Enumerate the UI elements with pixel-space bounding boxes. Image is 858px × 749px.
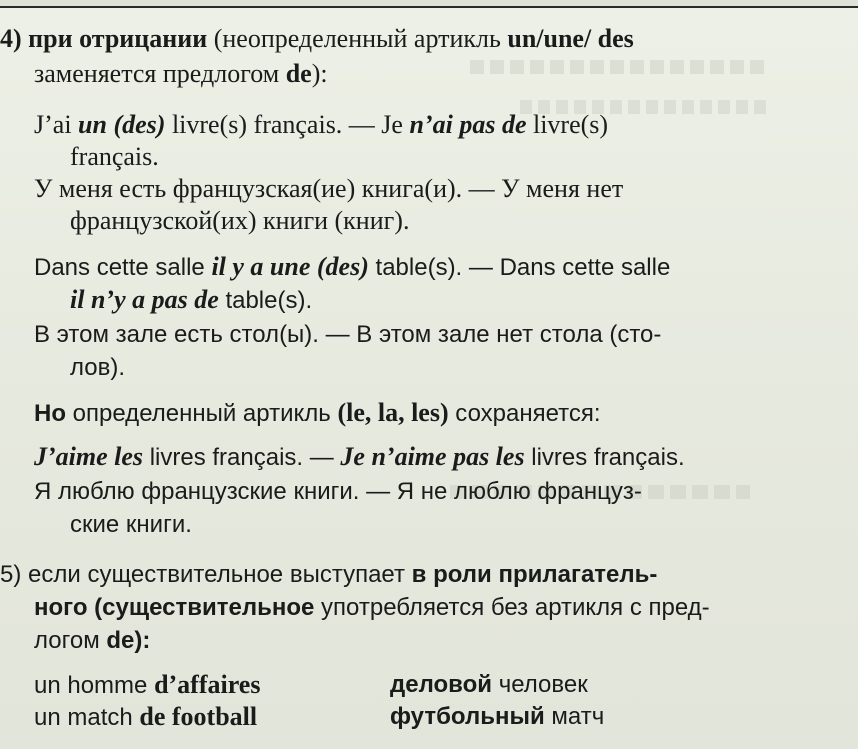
section4-heading: при отрицании (28, 24, 208, 53)
section4-parenthetical: (неопределенный артикль (213, 24, 501, 53)
section4-line2: заменяется предлогом de): (34, 59, 328, 88)
pair-russian: футбольный матч (390, 703, 605, 730)
section4-marker: 4) (0, 24, 22, 53)
example1-russian: У меня есть французская(ие) книга(и). — У меня нет (34, 174, 624, 203)
example2-french: Dans cette salle il y a une (des) table(s). — Dans cette salle (34, 252, 671, 281)
section5-line2: ного (существительное употребляется без артикля с пред- (34, 594, 710, 621)
example2-russian-cont: лов). (70, 354, 126, 381)
section5-marker: 5) (0, 561, 22, 588)
example1-russian-cont: французской(их) книги (книг). (70, 206, 410, 235)
example1-french: J’ai un (des) livre(s) français. — Je n’ai pas de livre(s) (34, 110, 609, 139)
pair-russian: деловой человек (390, 671, 588, 698)
section4-article: un/une/ des (507, 24, 634, 53)
example3-russian-cont: ские книги. (70, 511, 192, 538)
section5-line1: 5) если существительное выступает в роли прилагатель- (0, 561, 658, 588)
definite-article-note: Но определенный артикль (le, la, les) сохраняется: (34, 398, 601, 427)
example2-russian: В этом зале есть стол(ы). — В этом зале нет стола (сто- (34, 321, 662, 348)
section5-line3: логом de): (34, 627, 151, 654)
pair-french: un homme d’affaires (34, 670, 261, 699)
pair-french: un match de football (34, 702, 258, 731)
show-through-texture (470, 60, 770, 74)
example3-russian: Я люблю французские книги. — Я не люблю француз- (34, 478, 642, 505)
example1-french-cont: français. (70, 142, 159, 171)
top-rule (0, 0, 858, 8)
section4-line1 (0, 24, 634, 54)
section5-heading: в роли прилагатель- (411, 561, 658, 588)
example2-french-cont: il n’y a pas de table(s). (70, 285, 313, 314)
example3-french: J’aime les livres français. — Je n’aime pas les livres français. (34, 442, 685, 471)
